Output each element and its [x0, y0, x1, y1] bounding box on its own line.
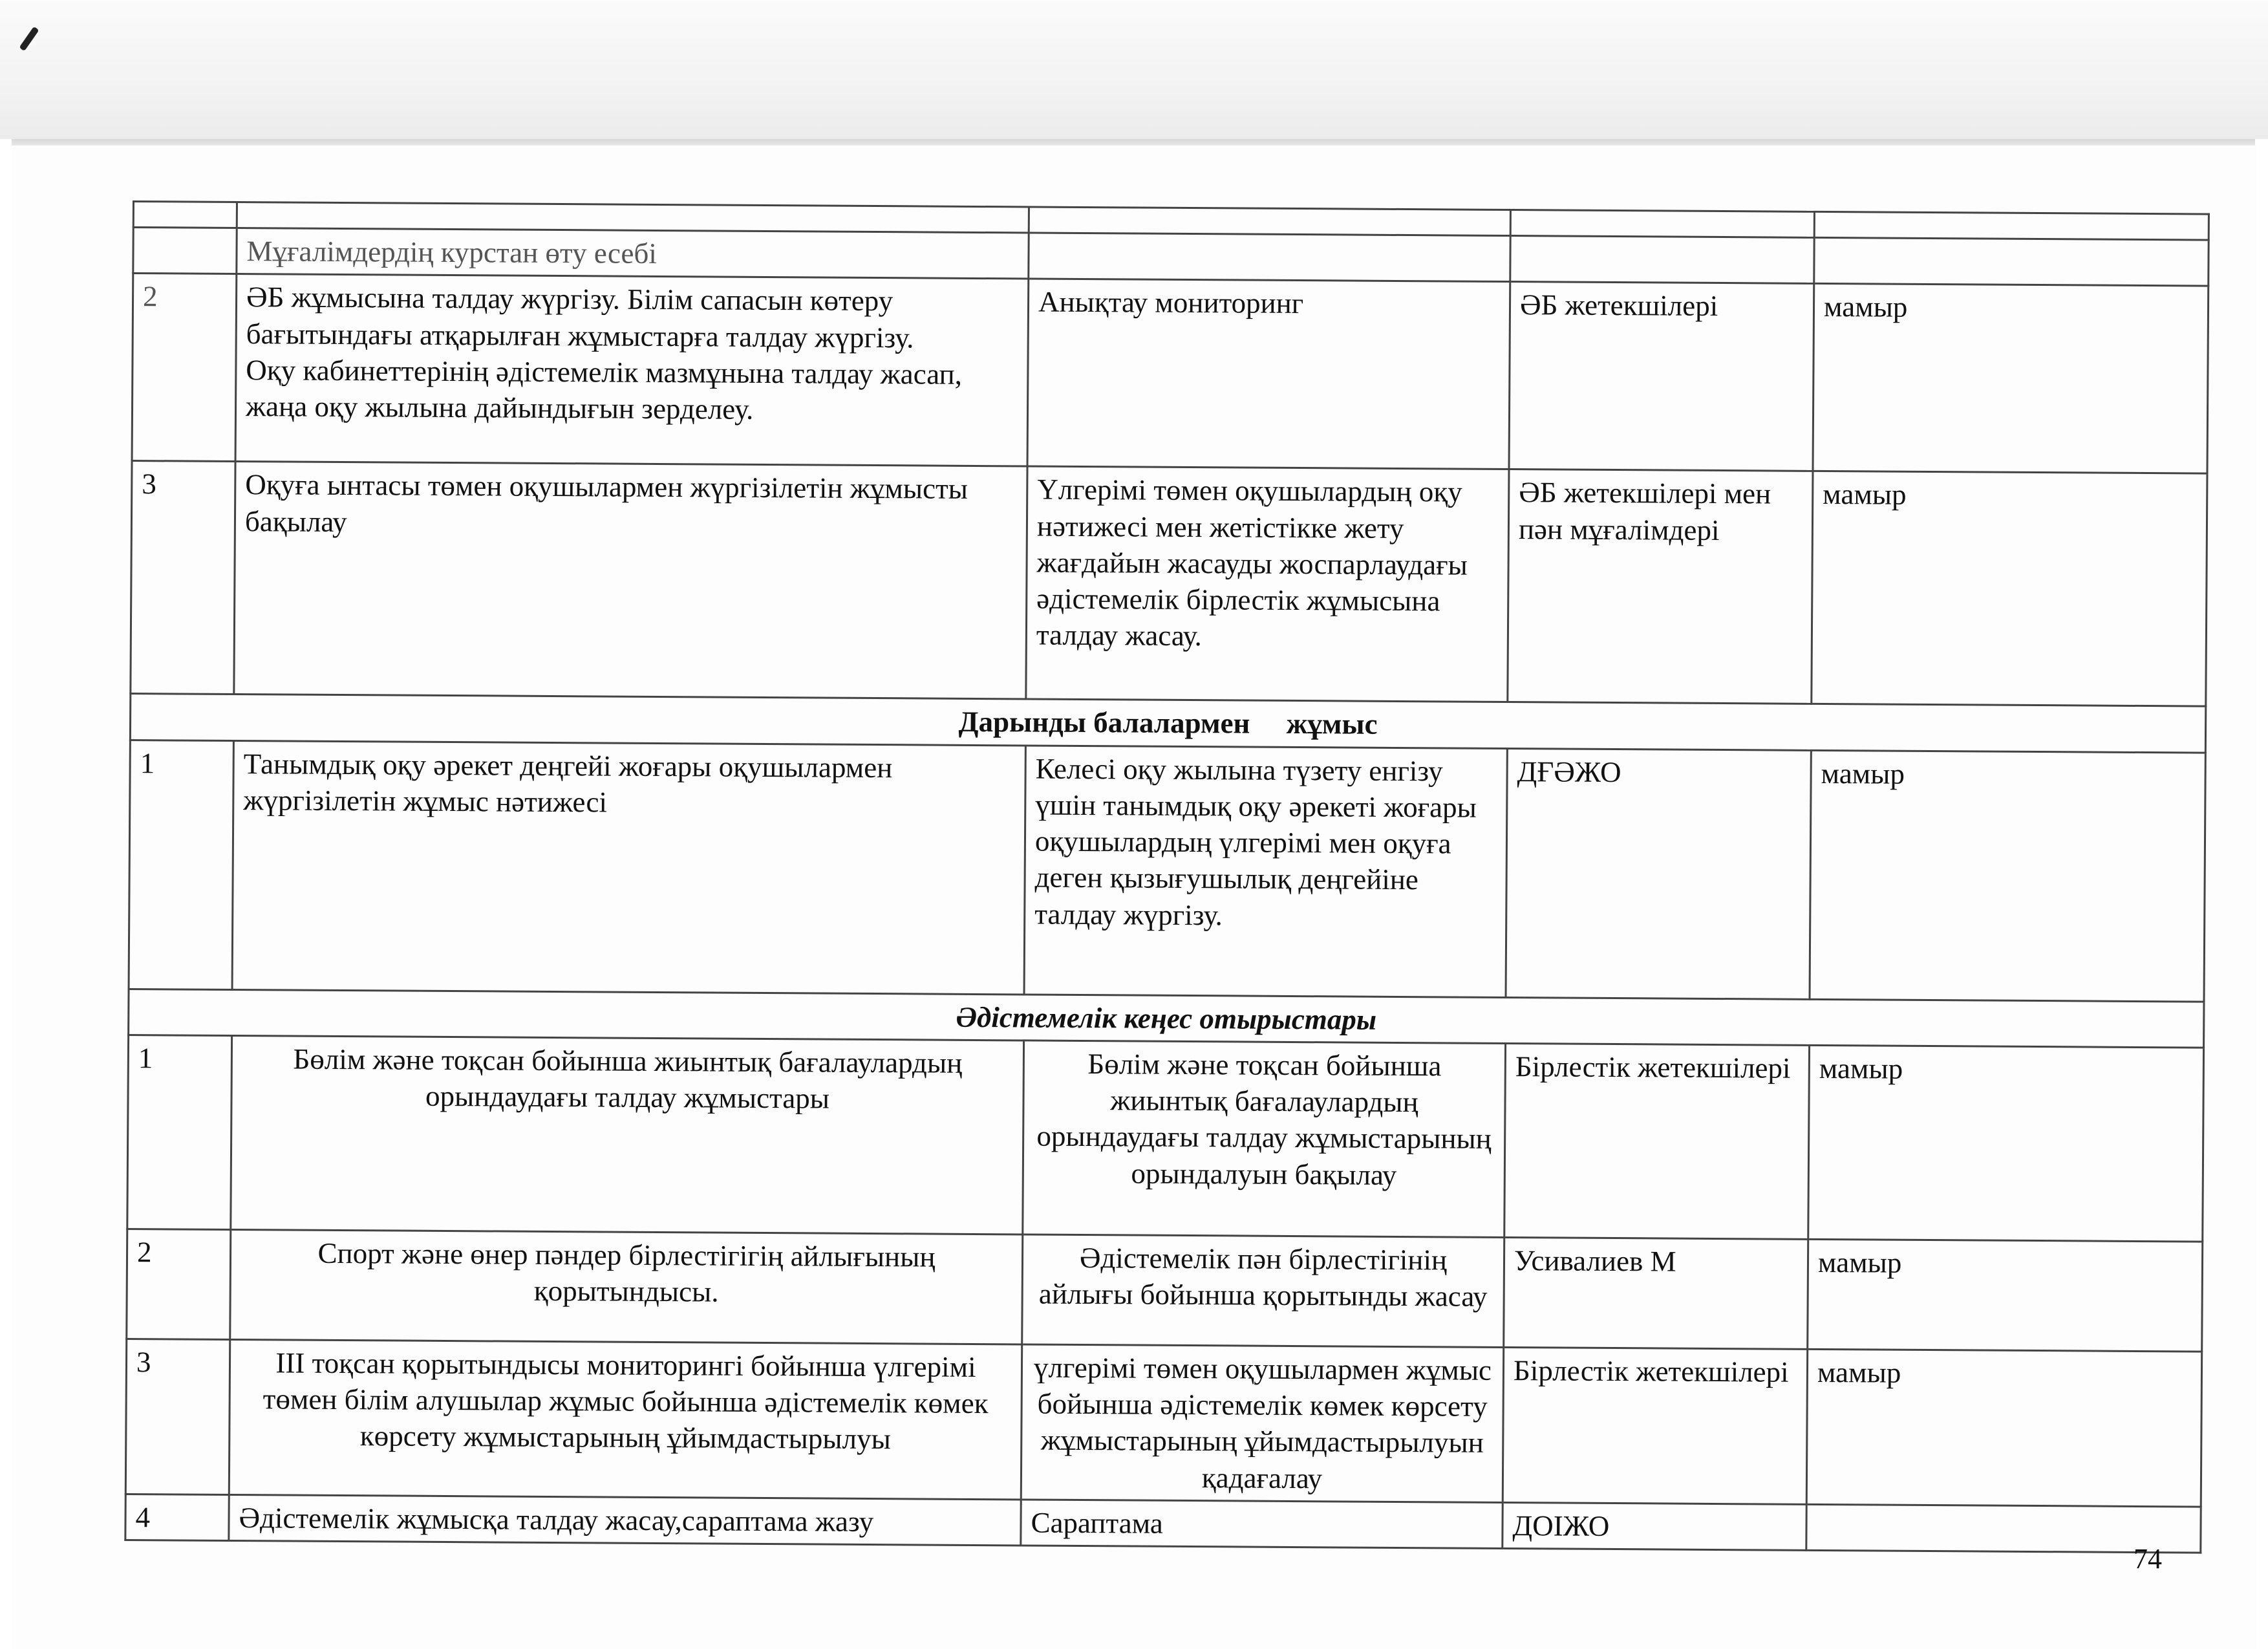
row-number: 2: [132, 274, 237, 462]
form-cell: [1029, 233, 1510, 282]
task-cell: Мұғалімдердің курстан өту есебі: [237, 228, 1029, 279]
task-cell: ӘБ жұмысына талдау жүргізу. Білім сапасын көтеру бағытындағы атқарылған жұмыстарға талдау жүргізу. Оқу кабинеттерінің әдістемелік мазмұнына талдау жасап, жаңа оқу жылына дайындығын зерделеу.: [235, 274, 1029, 466]
form-cell: Бөлім және тоқсан бойынша жиынтық бағалаулардың орындаудағы талдау жұмыстарының орындалуын бақылау: [1023, 1040, 1506, 1238]
task-cell: Әдістемелік жұмысқа талдау жасау,сараптама жазу: [229, 1494, 1021, 1546]
deadline-cell: мамыр: [1810, 750, 2205, 1002]
task-cell: Бөлім және тоқсан бойынша жиынтық бағалаулардың орындаудағы талдау жұмыстары: [231, 1035, 1024, 1234]
responsible-cell: ӘБ жетекшілері мен пән мұғалімдері: [1508, 469, 1813, 704]
table-row: [125, 1339, 2201, 1507]
table-row: [132, 274, 2209, 474]
responsible-cell: Усивалиев М: [1504, 1237, 1808, 1349]
empty-cell: [1814, 211, 2209, 240]
task-cell: ІІІ тоқсан қорытындысы мониторингі бойынша үлгерімі төмен білім алушылар жұмыс бойынша әдістемелік көмек көрсету жұмыстарының ұйымдастырылуы: [229, 1339, 1022, 1499]
row-number: 1: [129, 740, 233, 989]
section-title: Дарынды балалармен жұмыс: [130, 694, 2205, 753]
table-row: [127, 1229, 2203, 1352]
deadline-cell: [1814, 237, 2209, 286]
table-row: [131, 461, 2207, 707]
section-title: Әдістемелік кеңес отырыстары: [129, 989, 2204, 1048]
scan-background: [0, 0, 2268, 139]
responsible-cell: [1510, 236, 1814, 284]
responsible-cell: Бірлестік жетекшілері: [1504, 1043, 1810, 1239]
work-plan-table: [124, 200, 2210, 1554]
task-cell: Танымдық оқу әрекет деңгейі жоғары оқушылармен жүргізілетін жұмыс нәтижесі: [232, 740, 1025, 994]
responsible-cell: ӘБ жетекшілері: [1509, 282, 1814, 471]
row-number: 1: [127, 1035, 232, 1229]
empty-cell: [1510, 210, 1814, 238]
task-cell: Спорт және өнер пәндер бірлестігігің айлығының қорытындысы.: [230, 1229, 1023, 1344]
row-number: [133, 228, 237, 274]
table-row: [129, 740, 2205, 1002]
form-cell: Үлгерімі төмен оқушылардың оқу нәтижесі мен жетістікке жету жағдайын жасауды жоспарлаудағы әдістемелік бірлестік жұмысына талдау жасау.: [1026, 466, 1509, 702]
task-cell: Оқуға ынтасы төмен оқушылармен жүргізілетін жұмысты бақылау: [234, 462, 1027, 699]
responsible-cell: Бірлестік жетекшілері: [1503, 1347, 1807, 1504]
table-row: [127, 1035, 2204, 1242]
row-number: 3: [125, 1339, 230, 1494]
form-cell: үлгерімі төмен оқушылармен жұмыс бойынша әдістемелік көмек көрсету жұмыстарының ұйымдастырылуын қадағалау: [1021, 1344, 1503, 1503]
form-cell: Анықтау мониторинг: [1027, 279, 1510, 469]
deadline-cell: мамыр: [1813, 284, 2209, 474]
responsible-cell: ДОІЖО: [1503, 1502, 1806, 1550]
page-number: 74: [2134, 1543, 2162, 1575]
deadline-cell: мамыр: [1806, 1349, 2201, 1507]
responsible-cell: ДҒӘЖО: [1506, 748, 1811, 999]
empty-cell: [1029, 207, 1510, 236]
row-number: 2: [127, 1229, 231, 1339]
deadline-cell: мамыр: [1808, 1239, 2203, 1352]
form-cell: Әдістемелік пән бірлестігінің айлығы бойынша қорытынды жасау: [1022, 1234, 1504, 1348]
empty-cell: [133, 202, 237, 228]
row-number: 4: [125, 1494, 229, 1540]
form-cell: Келесі оқу жылына түзету енгізу үшін танымдық оқу әрекеті жоғары оқушылардың үлгерімі мен оқуға деген қызығушылық деңгейіне талдау жүргізу.: [1024, 745, 1507, 997]
row-number: 3: [131, 461, 235, 695]
deadline-cell: мамыр: [1812, 471, 2207, 707]
deadline-cell: мамыр: [1808, 1045, 2204, 1242]
form-cell: Сараптама: [1021, 1500, 1503, 1549]
